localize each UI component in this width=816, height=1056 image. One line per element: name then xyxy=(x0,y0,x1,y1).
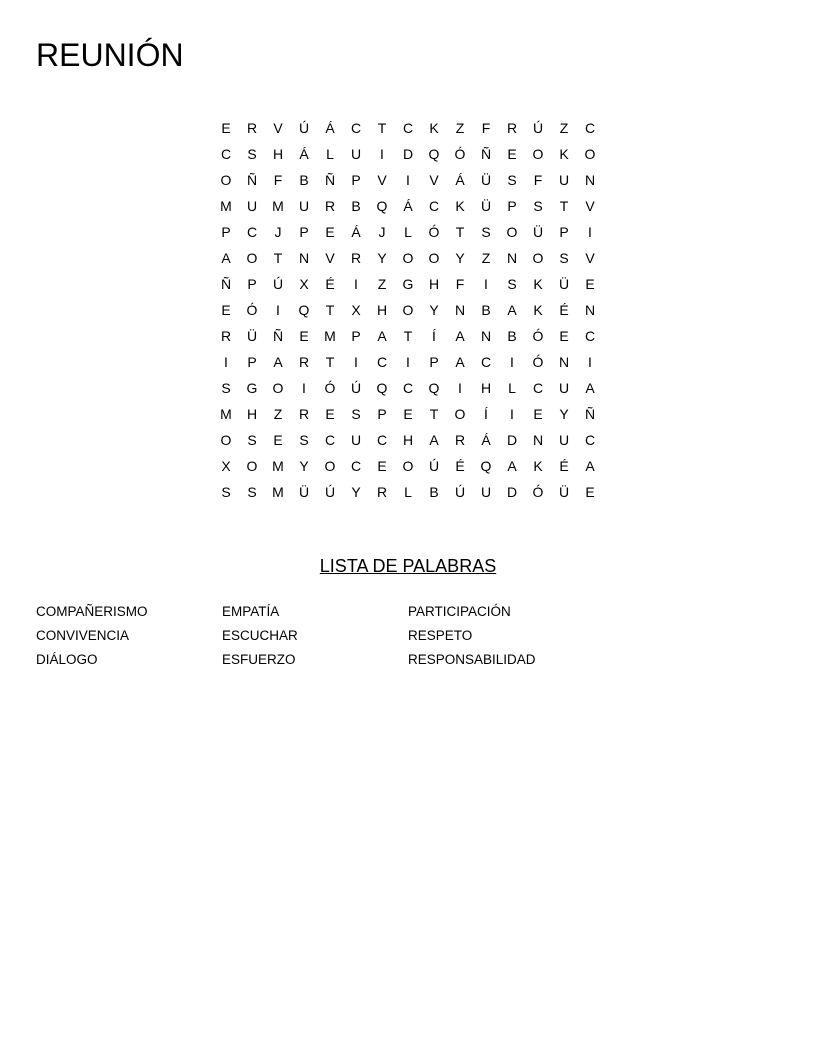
grid-cell: Á xyxy=(351,224,361,240)
grid-cell: N xyxy=(506,250,518,266)
grid-cell: N xyxy=(532,432,544,448)
grid-cell: Á xyxy=(325,120,335,136)
grid-cell: H xyxy=(272,146,284,162)
grid-cell: P xyxy=(299,224,309,240)
grid-cell: C xyxy=(480,354,492,370)
grid-cell: Á xyxy=(455,172,465,188)
grid-cell: I xyxy=(510,406,514,422)
grid-row xyxy=(213,479,603,505)
grid-cell: N xyxy=(298,250,310,266)
grid-cell: R xyxy=(454,432,466,448)
grid-cell: C xyxy=(220,146,232,162)
grid-row xyxy=(213,401,603,427)
grid-cell: M xyxy=(220,406,232,422)
grid-cell: V xyxy=(325,250,335,266)
grid-cell: I xyxy=(406,172,410,188)
grid-cell: V xyxy=(585,198,595,214)
grid-cell: T xyxy=(455,224,465,240)
grid-cell: U xyxy=(480,484,492,500)
grid-cell: Ó xyxy=(324,380,336,396)
grid-cell: A xyxy=(507,458,517,474)
grid-cell: U xyxy=(558,172,570,188)
word-list-column xyxy=(36,600,148,672)
grid-cell: O xyxy=(246,458,258,474)
grid-row xyxy=(213,219,603,245)
grid-cell: C xyxy=(428,198,440,214)
grid-cell: R xyxy=(298,354,310,370)
grid-cell: S xyxy=(221,484,231,500)
grid-cell: Q xyxy=(428,146,440,162)
grid-cell: E xyxy=(585,484,595,500)
grid-cell: Q xyxy=(480,458,492,474)
grid-cell: I xyxy=(510,354,514,370)
grid-cell: E xyxy=(377,458,387,474)
grid-cell: S xyxy=(351,406,361,422)
grid-cell: C xyxy=(350,120,362,136)
grid-cell: P xyxy=(559,224,569,240)
grid-cell: H xyxy=(402,432,414,448)
grid-cell: C xyxy=(584,120,596,136)
grid-cell: E xyxy=(273,432,283,448)
grid-cell: D xyxy=(402,146,414,162)
word-list-heading: LISTA DE PALABRAS xyxy=(319,556,497,576)
grid-cell: Á xyxy=(403,198,413,214)
grid-cell: Q xyxy=(376,380,388,396)
grid-cell: Ó xyxy=(532,484,544,500)
grid-cell: I xyxy=(276,302,280,318)
grid-cell: R xyxy=(350,250,362,266)
grid-cell: S xyxy=(247,484,257,500)
grid-cell: Ú xyxy=(272,276,284,292)
word-list-item: PARTICIPACIÓN xyxy=(408,604,511,619)
grid-cell: Y xyxy=(351,484,361,500)
grid-cell: M xyxy=(272,484,284,500)
grid-cell: S xyxy=(533,198,543,214)
grid-cell: Z xyxy=(559,120,569,136)
grid-cell: Á xyxy=(481,432,491,448)
grid-cell: I xyxy=(458,380,462,396)
grid-cell: G xyxy=(246,380,258,396)
grid-cell: O xyxy=(506,224,518,240)
grid-cell: H xyxy=(428,276,440,292)
grid-cell: K xyxy=(533,302,543,318)
grid-row xyxy=(213,349,603,375)
grid-cell: I xyxy=(588,354,592,370)
grid-cell: R xyxy=(220,328,232,344)
grid-cell: U xyxy=(350,432,362,448)
grid-cell: T xyxy=(559,198,569,214)
grid-cell: O xyxy=(402,250,414,266)
grid-cell: Y xyxy=(559,406,569,422)
grid-cell: Ñ xyxy=(324,172,336,188)
grid-cell: A xyxy=(221,250,231,266)
grid-cell: R xyxy=(246,120,258,136)
grid-cell: P xyxy=(377,406,387,422)
grid-cell: A xyxy=(377,328,387,344)
grid-cell: O xyxy=(532,250,544,266)
grid-cell: C xyxy=(324,432,336,448)
grid-row xyxy=(213,375,603,401)
grid-cell: Z xyxy=(481,250,491,266)
grid-cell: R xyxy=(324,198,336,214)
grid-cell: L xyxy=(404,484,412,500)
grid-cell: K xyxy=(429,120,439,136)
grid-cell: P xyxy=(429,354,439,370)
grid-cell: P xyxy=(247,276,257,292)
grid-cell: L xyxy=(326,146,334,162)
grid-cell: Í xyxy=(484,406,488,422)
grid-row xyxy=(213,427,603,453)
grid-cell: R xyxy=(376,484,388,500)
grid-cell: M xyxy=(324,328,336,344)
grid-cell: C xyxy=(246,224,258,240)
grid-cell: Ú xyxy=(454,484,466,500)
grid-cell: Ú xyxy=(532,120,544,136)
word-list-column xyxy=(408,600,536,672)
grid-cell: N xyxy=(454,302,466,318)
grid-cell: E xyxy=(507,146,517,162)
grid-cell: Y xyxy=(429,302,439,318)
grid-cell: A xyxy=(455,354,465,370)
grid-cell: P xyxy=(507,198,517,214)
grid-cell: Ü xyxy=(298,484,310,500)
grid-cell: F xyxy=(273,172,283,188)
grid-cell: O xyxy=(220,432,232,448)
grid-cell: Ñ xyxy=(220,276,232,292)
grid-cell: P xyxy=(221,224,231,240)
grid-cell: I xyxy=(406,354,410,370)
grid-cell: N xyxy=(584,172,596,188)
grid-cell: J xyxy=(378,224,386,240)
grid-cell: S xyxy=(481,224,491,240)
grid-cell: H xyxy=(246,406,258,422)
grid-cell: B xyxy=(429,484,439,500)
grid-cell: X xyxy=(351,302,361,318)
grid-cell: X xyxy=(221,458,231,474)
grid-cell: S xyxy=(247,432,257,448)
grid-cell: O xyxy=(428,250,440,266)
grid-cell: V xyxy=(429,172,439,188)
grid-cell: Ú xyxy=(324,484,336,500)
word-list-item: CONVIVENCIA xyxy=(36,628,130,643)
grid-cell: B xyxy=(351,198,361,214)
grid-cell: B xyxy=(507,328,517,344)
grid-cell: D xyxy=(506,484,518,500)
grid-cell: E xyxy=(221,302,231,318)
grid-cell: Ó xyxy=(532,354,544,370)
grid-cell: M xyxy=(272,198,284,214)
grid-cell: H xyxy=(480,380,492,396)
grid-cell: I xyxy=(354,354,358,370)
grid-cell: K xyxy=(455,198,465,214)
grid-cell: G xyxy=(402,276,414,292)
word-list xyxy=(36,600,596,680)
word-list-item: RESPONSABILIDAD xyxy=(408,652,536,667)
grid-cell: C xyxy=(376,432,388,448)
grid-cell: C xyxy=(350,458,362,474)
grid-cell: D xyxy=(506,432,518,448)
grid-row xyxy=(213,115,603,141)
grid-cell: U xyxy=(350,146,362,162)
grid-cell: S xyxy=(221,380,231,396)
grid-cell: Ü xyxy=(532,224,544,240)
grid-cell: M xyxy=(272,458,284,474)
grid-cell: E xyxy=(325,406,335,422)
grid-cell: O xyxy=(584,146,596,162)
grid-cell: V xyxy=(585,250,595,266)
grid-cell: M xyxy=(220,198,232,214)
grid-cell: E xyxy=(221,120,231,136)
grid-cell: L xyxy=(404,224,412,240)
grid-cell: S xyxy=(247,146,257,162)
grid-cell: I xyxy=(224,354,228,370)
grid-cell: O xyxy=(220,172,232,188)
grid-cell: Ü xyxy=(480,172,492,188)
grid-cell: Ú xyxy=(298,120,310,136)
grid-cell: E xyxy=(299,328,309,344)
word-list-item: DIÁLOGO xyxy=(36,652,98,667)
grid-cell: K xyxy=(559,146,569,162)
grid-cell: T xyxy=(403,328,413,344)
grid-cell: C xyxy=(402,120,414,136)
grid-cell: T xyxy=(273,250,283,266)
grid-cell: C xyxy=(376,354,388,370)
grid-cell: K xyxy=(533,458,543,474)
grid-cell: R xyxy=(298,406,310,422)
grid-cell: Ñ xyxy=(272,328,284,344)
grid-cell: F xyxy=(481,120,491,136)
grid-cell: Y xyxy=(299,458,309,474)
grid-cell: E xyxy=(325,224,335,240)
grid-cell: E xyxy=(403,406,413,422)
grid-cell: Ü xyxy=(246,328,258,344)
grid-cell: O xyxy=(246,250,258,266)
grid-cell: A xyxy=(507,302,517,318)
grid-cell: Ó xyxy=(246,302,258,318)
grid-cell: T xyxy=(377,120,387,136)
grid-cell: I xyxy=(354,276,358,292)
grid-cell: Ú xyxy=(350,380,362,396)
grid-cell: Z xyxy=(455,120,465,136)
grid-cell: Y xyxy=(377,250,387,266)
grid-cell: Ñ xyxy=(246,172,258,188)
grid-cell: H xyxy=(376,302,388,318)
grid-cell: É xyxy=(559,458,569,474)
grid-cell: L xyxy=(508,380,516,396)
grid-cell: A xyxy=(273,354,283,370)
grid-row xyxy=(213,297,603,323)
grid-cell: Ñ xyxy=(584,406,596,422)
word-list-item: ESCUCHAR xyxy=(222,628,298,643)
grid-cell: J xyxy=(274,224,282,240)
word-list-item: COMPAÑERISMO xyxy=(36,604,148,619)
grid-row xyxy=(213,193,603,219)
grid-cell: U xyxy=(246,198,258,214)
grid-row xyxy=(213,245,603,271)
grid-cell: P xyxy=(247,354,257,370)
grid-cell: K xyxy=(533,276,543,292)
grid-cell: Ü xyxy=(480,198,492,214)
grid-cell: V xyxy=(273,120,283,136)
grid-cell: O xyxy=(402,302,414,318)
grid-cell: R xyxy=(506,120,518,136)
word-list-heading-wrapper xyxy=(0,554,816,578)
grid-cell: O xyxy=(402,458,414,474)
grid-cell: E xyxy=(585,276,595,292)
grid-cell: B xyxy=(481,302,491,318)
grid-cell: A xyxy=(455,328,465,344)
grid-row xyxy=(213,271,603,297)
grid-cell: É xyxy=(559,302,569,318)
grid-cell: F xyxy=(455,276,465,292)
grid-cell: E xyxy=(559,328,569,344)
grid-cell: A xyxy=(585,458,595,474)
grid-cell: P xyxy=(351,328,361,344)
grid-cell: T xyxy=(325,354,335,370)
grid-cell: C xyxy=(532,380,544,396)
grid-cell: C xyxy=(584,432,596,448)
grid-cell: X xyxy=(299,276,309,292)
grid-cell: Q xyxy=(376,198,388,214)
grid-cell: Á xyxy=(299,146,309,162)
grid-cell: I xyxy=(302,380,306,396)
word-list-item: RESPETO xyxy=(408,628,473,643)
grid-cell: O xyxy=(324,458,336,474)
grid-cell: V xyxy=(377,172,387,188)
grid-cell: O xyxy=(532,146,544,162)
grid-cell: Ü xyxy=(558,484,570,500)
grid-cell: Ó xyxy=(532,328,544,344)
grid-cell: U xyxy=(558,432,570,448)
grid-cell: T xyxy=(429,406,439,422)
grid-cell: T xyxy=(325,302,335,318)
grid-cell: U xyxy=(558,380,570,396)
grid-cell: P xyxy=(351,172,361,188)
grid-row xyxy=(213,167,603,193)
word-list-item: ESFUERZO xyxy=(222,652,296,667)
grid-cell: N xyxy=(480,328,492,344)
word-search-grid xyxy=(213,115,603,505)
grid-cell: Q xyxy=(428,380,440,396)
grid-cell: B xyxy=(299,172,309,188)
grid-cell: U xyxy=(298,198,310,214)
page-title: REUNIÓN xyxy=(36,37,184,73)
grid-cell: A xyxy=(429,432,439,448)
grid-cell: S xyxy=(299,432,309,448)
grid-cell: S xyxy=(507,276,517,292)
grid-cell: Ñ xyxy=(480,146,492,162)
grid-cell: Z xyxy=(273,406,283,422)
grid-cell: N xyxy=(584,302,596,318)
grid-cell: É xyxy=(455,458,465,474)
grid-cell: Ü xyxy=(558,276,570,292)
grid-cell: O xyxy=(454,406,466,422)
grid-cell: Ó xyxy=(428,224,440,240)
grid-cell: A xyxy=(585,380,595,396)
grid-cell: I xyxy=(588,224,592,240)
grid-cell: É xyxy=(325,276,335,292)
grid-cell: Z xyxy=(377,276,387,292)
grid-cell: I xyxy=(380,146,384,162)
grid-cell: S xyxy=(559,250,569,266)
grid-cell: Q xyxy=(298,302,310,318)
grid-cell: O xyxy=(272,380,284,396)
grid-cell: N xyxy=(558,354,570,370)
grid-row xyxy=(213,323,603,349)
grid-row xyxy=(213,453,603,479)
grid-cell: I xyxy=(484,276,488,292)
grid-cell: Í xyxy=(432,328,436,344)
grid-cell: Ó xyxy=(454,146,466,162)
grid-cell: Y xyxy=(455,250,465,266)
grid-cell: F xyxy=(533,172,543,188)
grid-row xyxy=(213,141,603,167)
grid-cell: Ú xyxy=(428,458,440,474)
word-list-column xyxy=(222,600,298,672)
grid-cell: E xyxy=(533,406,543,422)
word-list-item: EMPATÍA xyxy=(222,604,280,619)
grid-cell: C xyxy=(584,328,596,344)
grid-cell: C xyxy=(402,380,414,396)
grid-cell: S xyxy=(507,172,517,188)
